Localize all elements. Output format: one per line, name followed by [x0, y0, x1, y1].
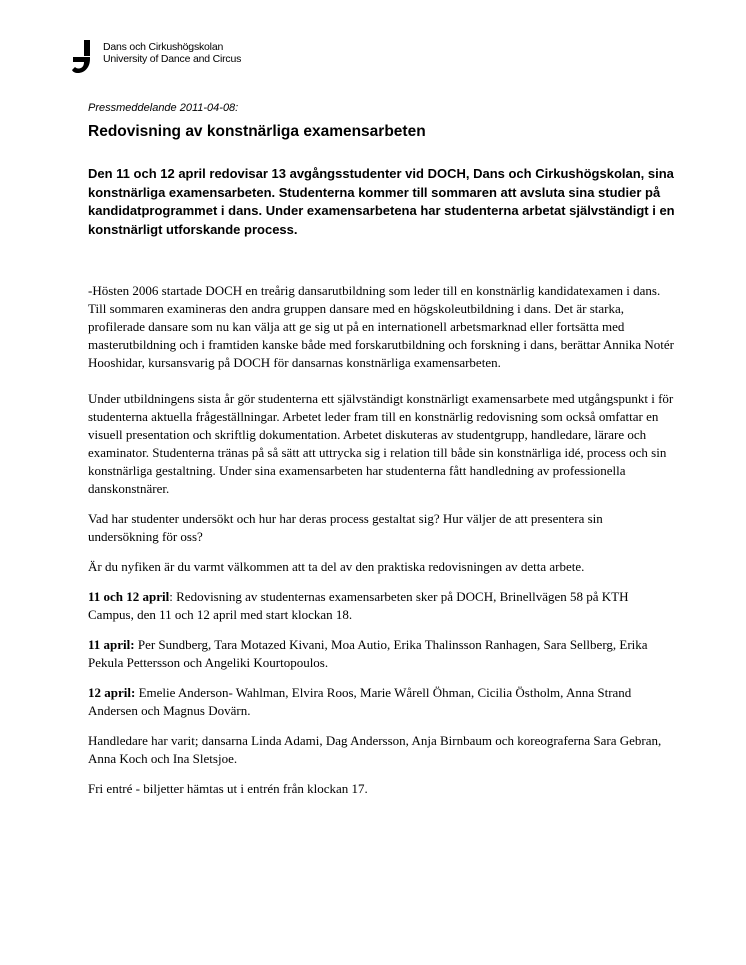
logo-name-swedish: Dans och Cirkushögskolan [103, 41, 224, 53]
page-title: Redovisning av konstnärliga examensarbeten [88, 123, 426, 140]
paragraph-intro-quote: -Hösten 2006 startade DOCH en treårig dansarutbildning som leder till en konstnärlig kandidatexamen i dans. Till sommaren examineras den andra gruppen dansare med en högskoleutbildning i dans. Det är starka, profilerade dansare som nu kan välja att ge sig ut på en internationell arbetsmarknad eller fortsätta med masterutbildning och i framtiden kanske både med forskarutbildning och forskning i dans, berättar Annika Notér Hooshidar, kursansvarig på DOCH för dansarnas konstnärliga examensarbeten. [88, 283, 674, 370]
press-release-date: Pressmeddelande 2011-04-08: [88, 102, 239, 114]
logo-mark-icon [70, 40, 100, 74]
paragraph-final-year: Under utbildningens sista år gör studenterna ett självständigt konstnärligt examensarbete med utgångspunkt i för studenterna aktuella frågeställningar. Arbetet leder fram till en konstnärlig redovisning som också omfattar en visuell presentation och skriftlig dokumentation. Arbetet diskuteras av studentgrupp, handledare, lärare och examinator. Studenterna tränas på så sätt att uttrycka sig i relation till både sin konstnärliga idé, process och sin konstnärliga gestaltning. Under sina examensarbeten har studenterna fått handledning av professionella danskonstnärer. [88, 391, 674, 496]
body-text [88, 282, 674, 810]
day-one-students: Per Sundberg, Tara Motazed Kivani, Moa Autio, Erika Thalinsson Ranhagen, Sara Sellberg, Erika Pekula Pettersson och Angeliki Kourtopoulos. [88, 637, 648, 670]
paragraph-day-one [88, 636, 674, 672]
school-logo [70, 40, 290, 76]
logo-name-english: University of Dance and Circus [103, 53, 242, 65]
paragraph-admission: Fri entré - biljetter hämtas ut i entrén från klockan 17. [88, 781, 368, 796]
event-dates-label: 11 och 12 april [88, 589, 170, 604]
logo-text [103, 41, 241, 65]
paragraph-supervisors: Handledare har varit; dansarna Linda Adami, Dag Andersson, Anja Birnbaum och koreograferna Sara Gebran, Anna Koch och Ina Sletsjoe. [88, 733, 662, 766]
paragraph-day-two [88, 684, 674, 720]
paragraph-invitation: Är du nyfiken är du varmt välkommen att ta del av den praktiska redovisningen av detta arbete. [88, 559, 585, 574]
event-dates-text: : Redovisning av studenternas examensarbeten sker på DOCH, Brinellvägen 58 på KTH Campus, den 11 och 12 april med start klockan 18. [88, 589, 629, 622]
day-two-label: 12 april: [88, 685, 136, 700]
day-two-students: Emelie Anderson- Wahlman, Elvira Roos, Marie Wårell Öhman, Cicilia Östholm, Anna Strand Andersen och Magnus Dovärn. [88, 685, 632, 718]
lead-paragraph: Den 11 och 12 april redovisar 13 avgångsstudenter vid DOCH, Dans och Cirkushögskolan, sina konstnärliga examensarbeten. Studenterna kommer till sommaren att avsluta sina studier på kandidatprogrammet i dans. Under examensarbetena har studenterna arbetat självständigt i en konstnärligt utforskande process. [88, 166, 675, 237]
day-one-label: 11 april: [88, 637, 135, 652]
paragraph-event-info [88, 588, 674, 624]
paragraph-questions: Vad har studenter undersökt och hur har deras process gestaltat sig? Hur väljer de att presentera sin undersökning för oss? [88, 511, 603, 544]
